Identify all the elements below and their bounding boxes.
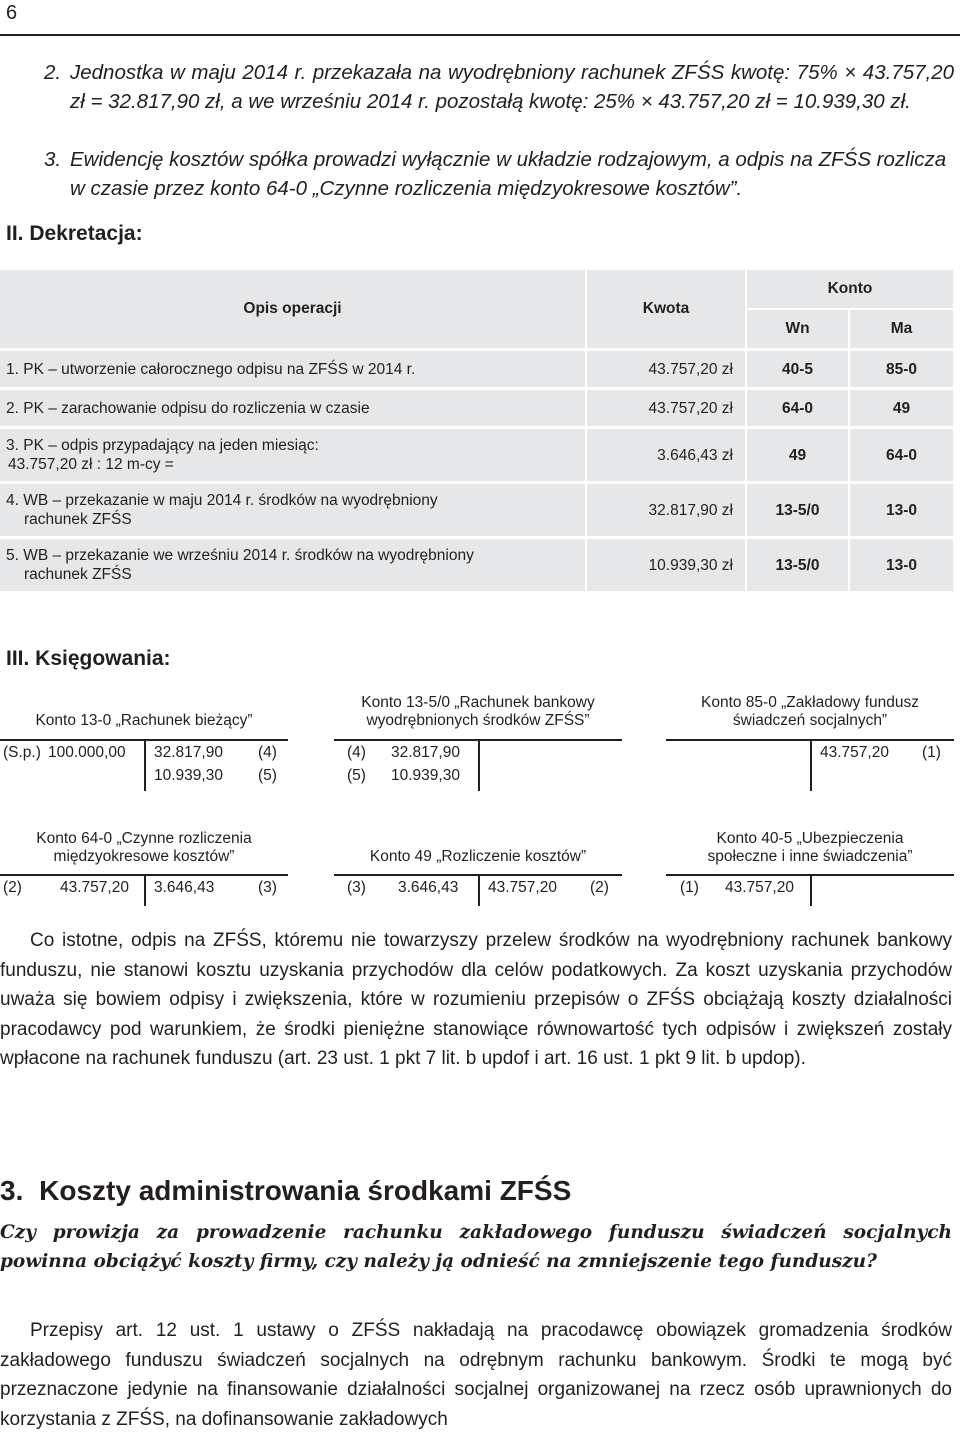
top-rule (0, 34, 960, 36)
t-account-entry-ref: (4) (347, 744, 366, 761)
t-account-entry-ref: (2) (590, 879, 609, 896)
t-account-title-line: Konto 13-5/0 „Rachunek bankowy (361, 694, 595, 711)
dekretacja-table (0, 270, 953, 591)
t-account-title-line: Konto 64-0 „Czynne rozliczenia (36, 830, 252, 847)
row-wn: 49 (746, 428, 849, 483)
t-account-entry-value: 3.646,43 (398, 879, 459, 896)
t-account-entry-value: 3.646,43 (154, 879, 215, 896)
t-account-entry-value: 10.939,30 (391, 767, 460, 784)
row-opis (0, 483, 586, 538)
row-opis (0, 350, 586, 389)
t-account-entry-value: 100.000,00 (48, 744, 126, 761)
row-kwota: 43.757,20 zł (586, 389, 746, 428)
row-ma: 13-0 (849, 538, 953, 592)
intro-item-number: 2. (44, 61, 62, 84)
t-account-entry-ref: (5) (347, 767, 366, 784)
row-opis-text: 4. WB – przekazanie w maju 2014 r. środków na wyodrębniony (6, 492, 438, 509)
t-account-13-0-title: Konto 13-0 „Rachunek bieżący” (35, 712, 253, 729)
row-kwota: 43.757,20 zł (586, 350, 746, 389)
t-account-title-line: międzyokresowe kosztów” (53, 848, 235, 865)
row-opis-text: 5. WB – przekazanie we wrześniu 2014 r. środków na wyodrębniony (6, 547, 474, 564)
row-kwota: 10.939,30 zł (586, 538, 746, 592)
row-opis-text: 3. PK – odpis przypadający na jeden miesiąc: (6, 437, 319, 454)
table-row (0, 389, 953, 428)
t-account-85-0-title (666, 694, 954, 730)
section-title: Koszty administrowania środkami ZFŚS (39, 1175, 572, 1206)
row-kwota: 3.646,43 zł (586, 428, 746, 483)
intro-item-3 (44, 145, 954, 203)
section-heading-ksiegowania: III. Księgowania: (6, 647, 171, 670)
t-account-64-0-divider (144, 874, 146, 906)
t-account-entry-value: 43.757,20 (488, 879, 557, 896)
row-wn: 40-5 (746, 350, 849, 389)
header-ma: Ma (849, 309, 953, 350)
t-account-title-line: świadczeń socjalnych” (732, 712, 888, 729)
row-ma: 49 (849, 389, 953, 428)
t-account-entry-ref: (3) (347, 879, 366, 896)
t-account-entry-value: 43.757,20 (725, 879, 794, 896)
intro-item-2 (44, 58, 954, 116)
section-heading-dekretacja: II. Dekretacja: (6, 222, 143, 245)
header-konto: Konto (746, 270, 953, 309)
t-account-title-line: społeczne i inne świadczenia” (707, 848, 913, 865)
t-account-40-5-title (666, 830, 954, 866)
t-account-entry-value: 43.757,20 (60, 879, 129, 896)
row-opis (0, 538, 586, 592)
t-account-entry-value: 32.817,90 (391, 744, 460, 761)
t-account-title-line: wyodrębnionych środków ZFŚS” (366, 712, 590, 729)
header-kwota: Kwota (586, 270, 746, 350)
body-paragraph-text: Co istotne, odpis na ZFŚS, któremu nie towarzyszy przelew środków na wyodrębniony rachunek bankowy funduszu, nie stanowi kosztu uzyskania przychodów dla celów podatkowych. Za koszt uzyskania przychodów uważa się bowiem odpisy i zwiększenia, które w rozumieniu przepisów o ZFŚS obciążają koszty działalności pracodawcy pod warunkiem, że środki pieniężne stanowiące równowartość tych odpisów i zwiększeń zostały wpłacone na rachunek funduszu (art. 23 ust. 1 pkt 7 lit. b updof i art. 16 ust. 1 pkt 9 lit. b updop). (0, 930, 952, 1069)
row-opis-text-continued: 43.757,20 zł : 12 m-cy = (8, 456, 174, 473)
body-paragraph-text: Przepisy art. 12 ust. 1 ustawy o ZFŚS nakładają na pracodawcę obowiązek gromadzenia środków zakładowego funduszu świadczeń socjalnych na odrębnym rachunku bankowym. Środki te mogą być przeznaczone jedynie na finansowanie działalności socjalnej organizowanej na rzecz osób uprawnionych do korzystania z ZFŚS, na dofinansowanie zakładowych (0, 1320, 952, 1430)
t-account-85-0-divider (810, 739, 812, 791)
t-account-title-line: Konto 40-5 „Ubezpieczenia (716, 830, 904, 847)
intro-item-text: Jednostka w maju 2014 r. przekazała na wyodrębniony rachunek ZFŚS kwotę: 75% × 43.757,20 zł = 32.817,90 zł, a we wrześniu 2014 r. pozostałą kwotę: 25% × 43.757,20 zł = 10.939,30 zł. (70, 61, 954, 113)
table-row (0, 538, 953, 592)
row-opis-text: 1. PK – utworzenie całorocznego odpisu na ZFŚS w 2014 r. (6, 360, 416, 378)
row-ma: 64-0 (849, 428, 953, 483)
t-account-13-0-divider (144, 739, 146, 791)
row-ma: 85-0 (849, 350, 953, 389)
intro-item-text: Ewidencję kosztów spółka prowadzi wyłącznie w układzie rodzajowym, a odpis na ZFŚS rozlicza w czasie przez konto 64-0 „Czynne rozliczenia międzyokresowe kosztów”. (70, 148, 947, 200)
t-account-40-5-divider (810, 874, 812, 906)
row-ma: 13-0 (849, 483, 953, 538)
table-row (0, 350, 953, 389)
row-opis-text-continued: rachunek ZFŚS (24, 511, 132, 528)
t-account-entry-value: 32.817,90 (154, 744, 223, 761)
t-account-entry-ref: (1) (922, 744, 941, 761)
body-paragraph-2 (0, 1316, 952, 1434)
t-account-entry-ref: (5) (258, 767, 277, 784)
row-kwota: 32.817,90 zł (586, 483, 746, 538)
table-row (0, 483, 953, 538)
section-number: 3. (0, 1175, 24, 1206)
table-row (0, 428, 953, 483)
t-account-entry-ref: (4) (258, 744, 277, 761)
header-wn: Wn (746, 309, 849, 350)
question-lead: Czy prowizja za prowadzenie rachunku zakładowego funduszu świadczeń socjalnych powinna obciążyć koszty firmy, czy należy ją odnieść na zmniejszenie tego funduszu? (0, 1222, 952, 1272)
section-heading-3 (0, 1175, 571, 1207)
t-account-64-0-title (0, 830, 288, 866)
row-wn: 64-0 (746, 389, 849, 428)
t-account-49-divider (478, 874, 480, 906)
t-account-entry-ref: (2) (3, 879, 22, 896)
body-paragraph-1 (0, 926, 952, 1074)
row-opis-text-continued: rachunek ZFŚS (24, 566, 132, 583)
row-wn: 13-5/0 (746, 538, 849, 592)
t-account-title-line: Konto 85-0 „Zakładowy fundusz (701, 694, 919, 711)
row-opis (0, 389, 586, 428)
t-account-entry-ref: (3) (258, 879, 277, 896)
t-account-entry-ref: (1) (680, 879, 699, 896)
row-wn: 13-5/0 (746, 483, 849, 538)
t-account-49-title: Konto 49 „Rozliczenie kosztów” (369, 848, 587, 865)
intro-item-number: 3. (44, 148, 62, 171)
row-opis (0, 428, 586, 483)
t-account-13-5-0-divider (478, 739, 480, 791)
t-account-entry-value: 43.757,20 (820, 744, 889, 761)
row-opis-text: 2. PK – zarachowanie odpisu do rozliczenia w czasie (6, 399, 370, 417)
header-opis: Opis operacji (0, 270, 586, 350)
t-account-13-5-0-title (334, 694, 622, 730)
t-account-entry-value: 10.939,30 (154, 767, 223, 784)
page-number: 6 (6, 2, 18, 24)
t-account-entry-ref: (S.p.) (3, 744, 41, 761)
